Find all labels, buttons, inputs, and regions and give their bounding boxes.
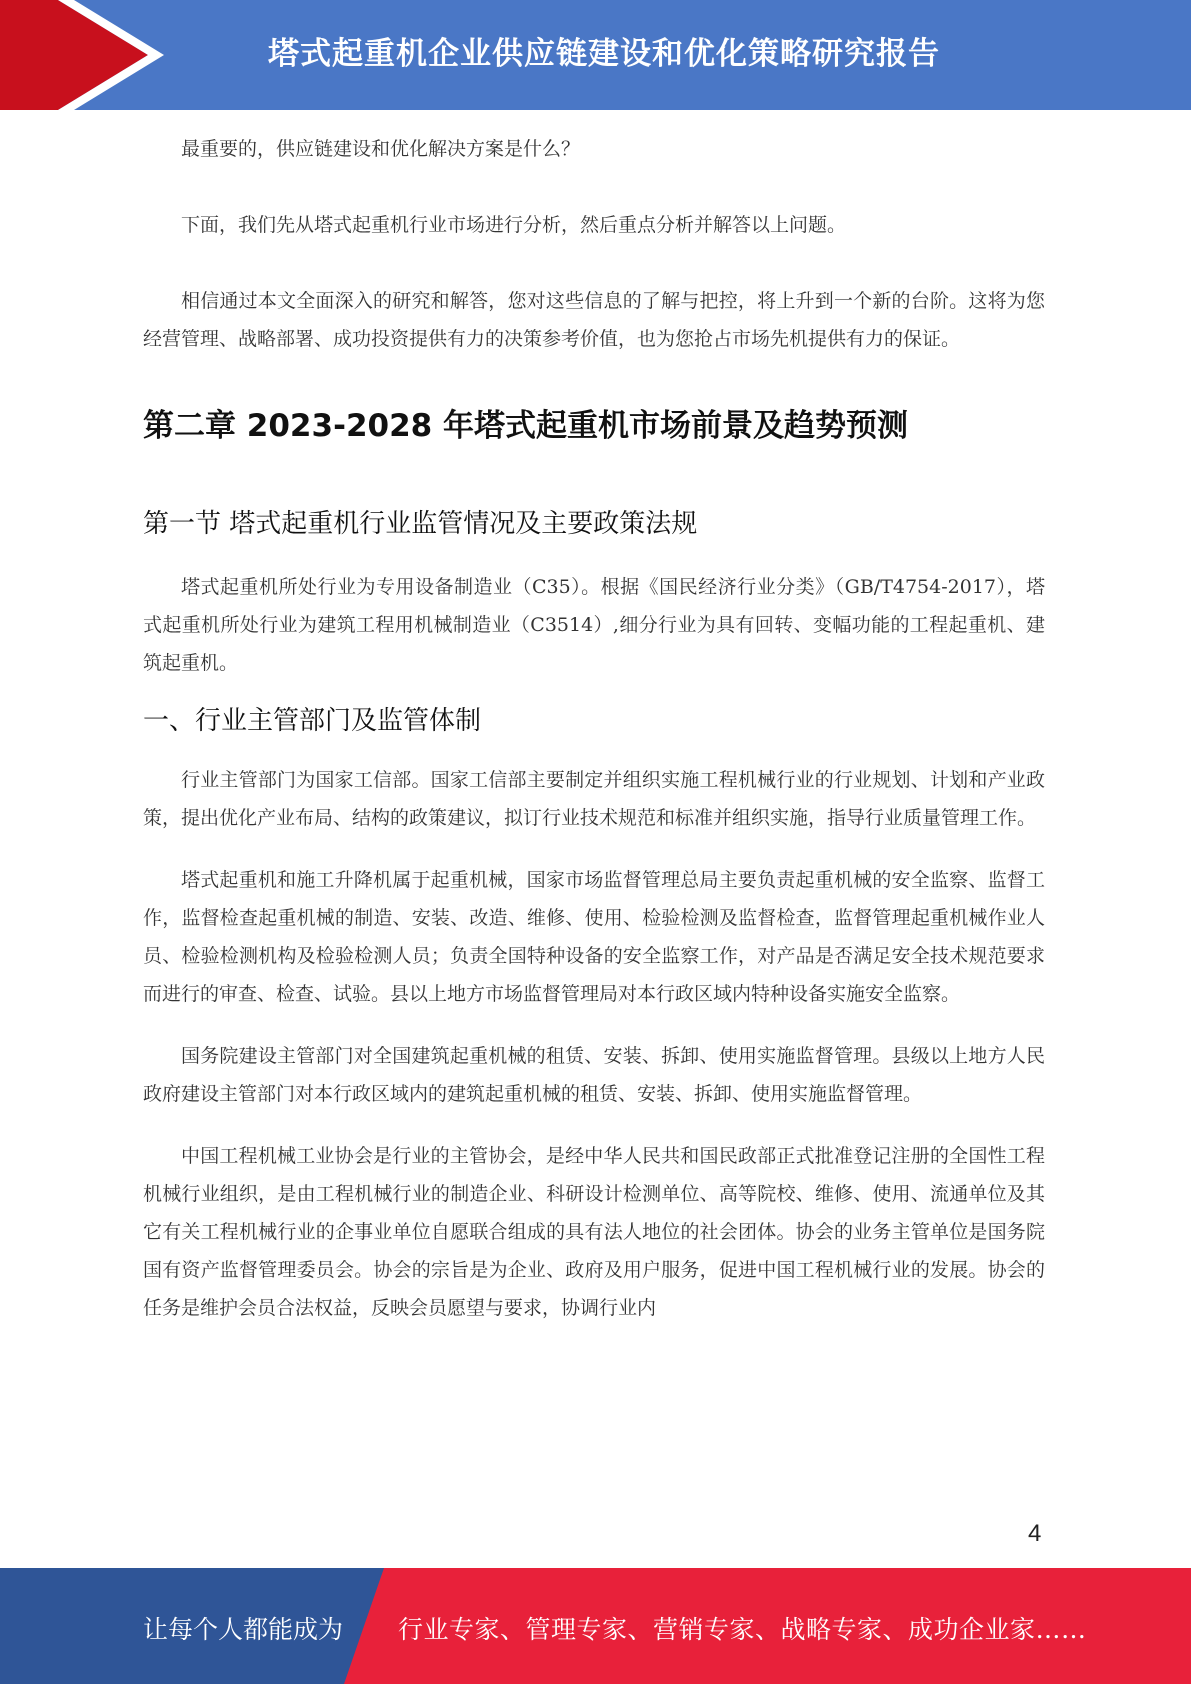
paragraph: 最重要的，供应链建设和优化解决方案是什么？	[181, 138, 581, 160]
paragraph: 国务院建设主管部门对全国建筑起重机械的租赁、安装、拆卸、使用实施监督管理。县级以上地方人民政府建设主管部门对本行政区域内的建筑起重机械的租赁、安装、拆卸、使用实施监督管理。	[143, 1045, 1045, 1105]
paragraph: 塔式起重机所处行业为专用设备制造业（C35）。根据《国民经济行业分类》（GB/T4754-2017），塔式起重机所处行业为建筑工程用机械制造业（C3514）,细分行业为具有回转、变幅功能的工程起重机、建筑起重机。	[143, 576, 1045, 674]
footer-slogan-left: 让每个人都能成为	[143, 1615, 344, 1644]
page-number: 4	[1028, 1520, 1042, 1547]
page-footer	[0, 1568, 1191, 1684]
section-title: 第一节 塔式起重机行业监管情况及主要政策法规	[143, 509, 698, 539]
report-title: 塔式起重机企业供应链建设和优化策略研究报告	[268, 36, 940, 72]
paragraph: 下面，我们先从塔式起重机行业市场进行分析，然后重点分析并解答以上问题。	[181, 214, 847, 236]
paragraph: 行业主管部门为国家工信部。国家工信部主要制定并组织实施工程机械行业的行业规划、计划和产业政策，提出优化产业布局、结构的政策建议，拟订行业技术规范和标准并组织实施，指导行业质量管理工作。	[143, 769, 1045, 829]
footer-slogan-right: 行业专家、管理专家、营销专家、战略专家、成功企业家……	[398, 1615, 1087, 1644]
document-body	[143, 130, 1045, 1327]
paragraph: 相信通过本文全面深入的研究和解答，您对这些信息的了解与把控，将上升到一个新的台阶。这将为您经营管理、战略部署、成功投资提供有力的决策参考价值，也为您抢占市场先机提供有力的保证。	[143, 290, 1045, 350]
paragraph: 塔式起重机和施工升降机属于起重机械，国家市场监督管理总局主要负责起重机械的安全监察、监督工作，监督检查起重机械的制造、安装、改造、维修、使用、检验检测及监督检查，监督管理起重机械作业人员、检验检测机构及检验检测人员；负责全国特种设备的安全监察工作，对产品是否满足安全技术规范要求而进行的审查、检查、试验。县以上地方市场监督管理局对本行政区域内特种设备实施安全监察。	[143, 869, 1045, 1005]
paragraph: 中国工程机械工业协会是行业的主管协会，是经中华人民共和国民政部正式批准登记注册的全国性工程机械行业组织，是由工程机械行业的制造企业、科研设计检测单位、高等院校、维修、使用、流通单位及其它有关工程机械行业的企事业单位自愿联合组成的具有法人地位的社会团体。协会的业务主管单位是国务院国有资产监督管理委员会。协会的宗旨是为企业、政府及用户服务，促进中国工程机械行业的发展。协会的任务是维护会员合法权益，反映会员愿望与要求，协调行业内	[143, 1145, 1045, 1319]
page-header	[0, 0, 1191, 110]
chapter-title: 第二章 2023-2028 年塔式起重机市场前景及趋势预测	[143, 408, 909, 444]
subsection-title: 一、行业主管部门及监管体制	[143, 706, 482, 736]
